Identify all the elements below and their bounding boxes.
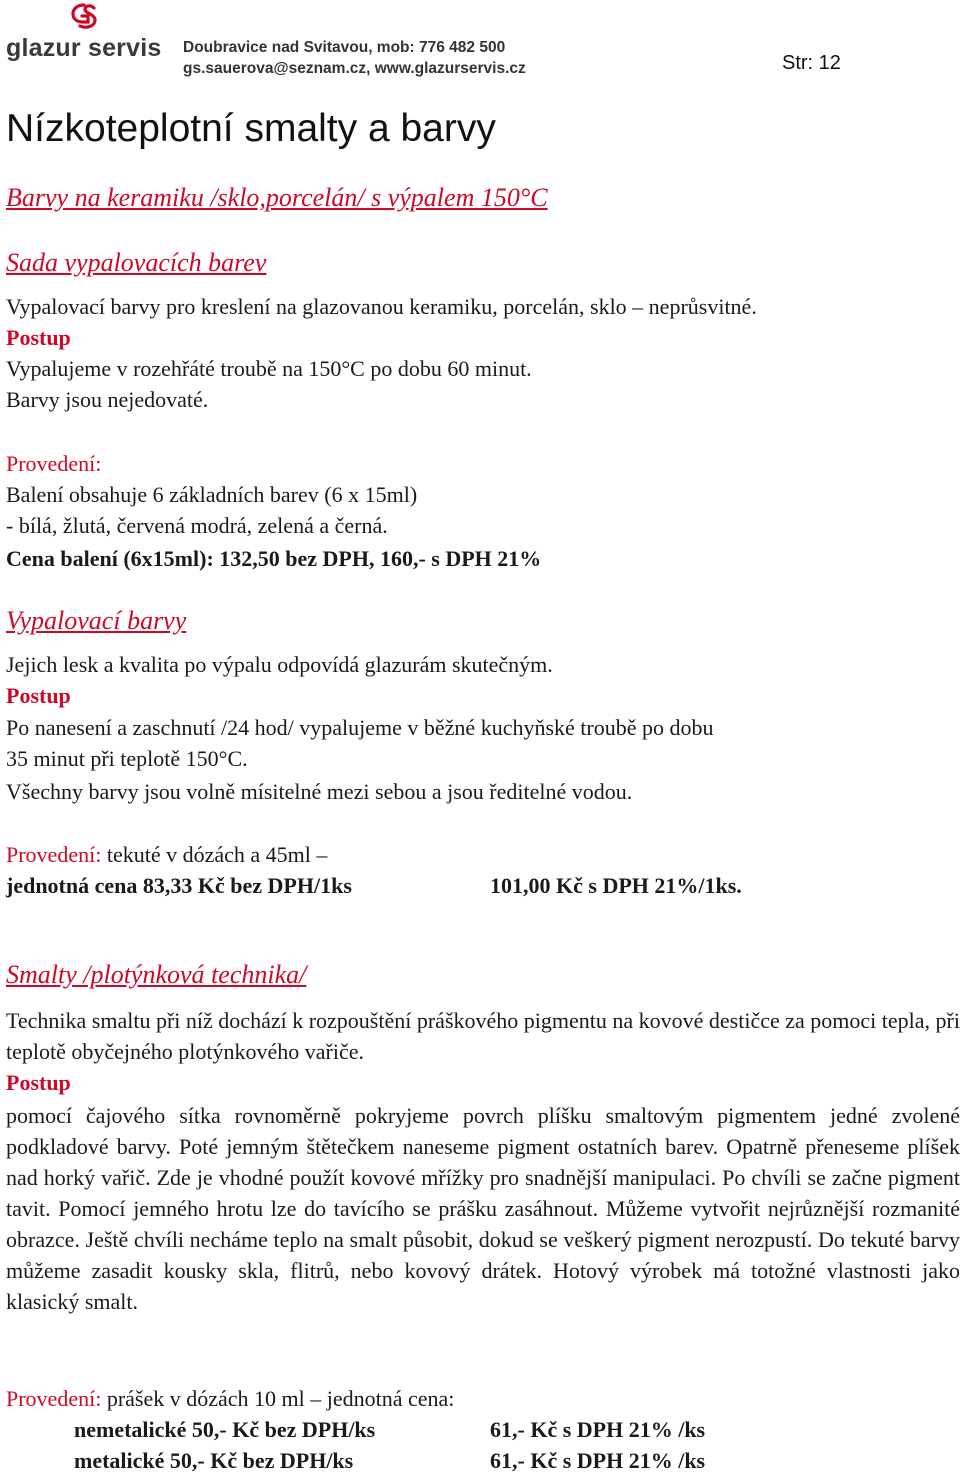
price-nemetalicke-without-vat: nemetalické 50,- Kč bez DPH/ks [74,1417,376,1442]
contact-web-email: gs.sauerova@seznam.cz, www.glazurservis.cz [183,60,526,77]
subheading-sada-vypalovacich-barev: Sada vypalovacích barev [6,248,267,277]
page-header [0,0,960,90]
provedeni-line [6,1384,454,1414]
sada-price: Cena balení (6x15ml): 132,50 bez DPH, 160,- s DPH 21% [6,546,542,571]
company-logo [6,2,178,64]
provedeni-label: Provedení: [6,842,102,867]
smalty-intro-paragraph: Technika smaltu při níž dochází k rozpouštění práškového pigmentu na kovové destičce za pomoci tepla, při teplotě obyčejného plotýnkového vařiče. [6,1008,960,1064]
unit-price-with-vat: 101,00 Kč s DPH 21%/1ks. [490,873,742,898]
provedeni-line [6,840,327,870]
postup-text: Vypalujeme v rozehřáté troubě na 150°C po dobu 60 minut. [6,356,532,381]
price-metalicke-with-vat: 61,- Kč s DPH 21% /ks [490,1448,706,1473]
postup-text: 35 minut při teplotě 150°C. [6,746,248,771]
contact-address: Doubravice nad Svitavou, mob: 776 482 500 [183,39,506,56]
gs-monogram-icon [68,2,102,34]
postup-text: Po nanesení a zaschnutí /24 hod/ vypalujeme v běžné kuchyňské troubě po dobu [6,715,714,740]
smalty-postup-paragraph: pomocí čajového sítka rovnoměrně pokryjeme povrch plíšku smaltovým pigmentem jedné zvolené podkladové barvy. Poté jemným štětečkem naneseme pigment ostatních barev. Opatrně přeneseme plíšek nad horký vařič. Zde je vhodné použít kovové mřížky pro snadnější manipulaci. Po chvíli se začne pigment tavit. Pomocí jemného hrotu lze do tavícího se prášku zasáhnout. Můžeme vytvořit nejrůznější rozmanité obrazce. Ještě chvíli necháme teplo na smalt působit, dokud se veškerý pigment nerozpustí. Do tekuté barvy můžeme zasadit kousky skla, flitrů, nebo kovový drátek. Hotový výrobek má totožné vlastnosti jako klasický smalt. [6,1103,960,1314]
logo-wordmark: glazur servis [6,34,162,62]
provedeni-text: Balení obsahuje 6 základních barev (6 x 15ml) [6,482,418,507]
section-heading-smalty: Smalty /plotýnková technika/ [6,960,307,989]
provedeni-label: Provedení: [6,451,102,476]
sada-intro-text: Vypalovací barvy pro kreslení na glazovanou keramiku, porcelán, sklo – neprůsvitné. [6,294,757,319]
provedeni-text: tekuté v dózách a 45ml – [101,842,328,867]
price-nemetalicke-with-vat: 61,- Kč s DPH 21% /ks [490,1417,706,1442]
provedeni-text: prášek v dózách 10 ml – jednotná cena: [101,1386,455,1411]
postup-label: Postup [6,325,71,350]
provedeni-label: Provedení: [6,1386,102,1411]
page-title: Nízkoteplotní smalty a barvy [6,107,496,150]
price-metalicke-without-vat: metalické 50,- Kč bez DPH/ks [74,1448,354,1473]
postup-text: Barvy jsou nejedovaté. [6,387,209,412]
section-heading-vypalovaci-barvy: Vypalovací barvy [6,606,187,635]
unit-price-without-vat: jednotná cena 83,33 Kč bez DPH/1ks [6,873,352,898]
page-number: Str: 12 [782,52,841,74]
postup-label: Postup [6,683,71,708]
contact-block [183,37,526,79]
postup-text: Všechny barvy jsou volně mísitelné mezi sebou a jsou ředitelné vodou. [6,779,633,804]
vypalovaci-intro-text: Jejich lesk a kvalita po výpalu odpovídá glazurám skutečným. [6,652,553,677]
provedeni-text: - bílá, žlutá, červená modrá, zelená a černá. [6,513,388,538]
section-heading-barvy-na-keramiku: Barvy na keramiku /sklo,porcelán/ s výpalem 150°C [6,183,548,212]
postup-label: Postup [6,1070,71,1095]
